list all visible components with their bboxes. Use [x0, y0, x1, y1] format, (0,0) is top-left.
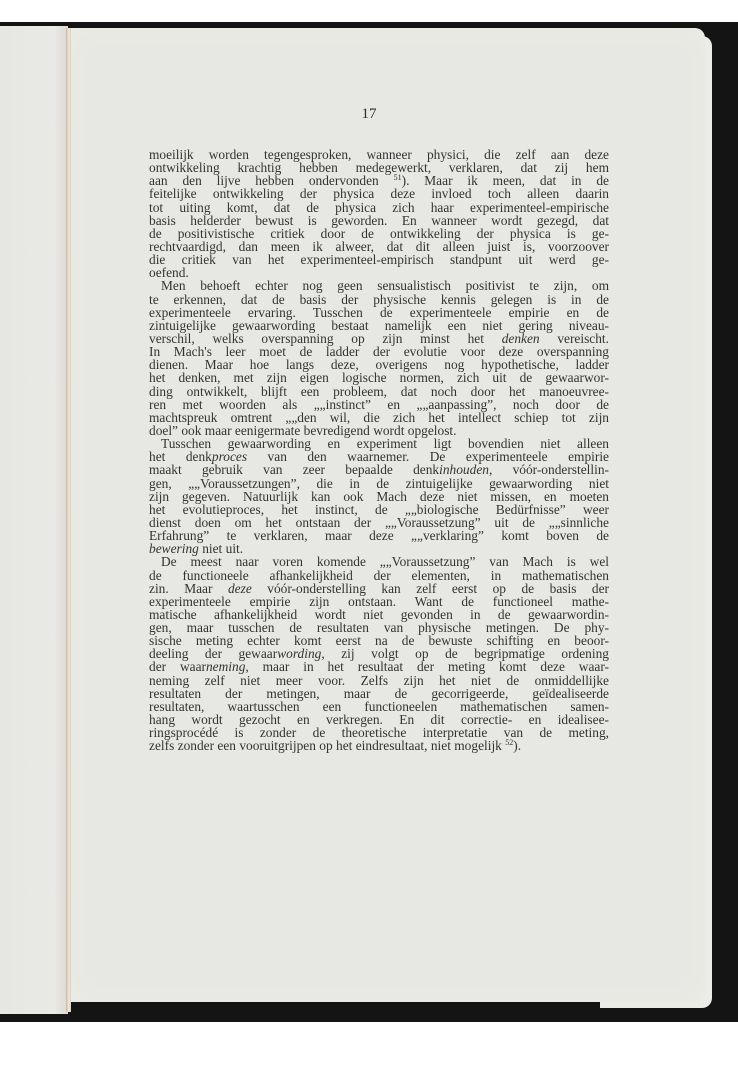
italic-text: inhouden: [439, 462, 489, 478]
text-segment: hang wordt gezocht en verkregen. En dit correctie- en idealisee-: [149, 712, 609, 728]
text-line: [149, 253, 609, 266]
text-segment: experimenteele empirie zijn ontstaan. Want de functioneel mathe-: [149, 593, 609, 609]
italic-text: deze: [227, 580, 252, 596]
text-segment: matische afhankelijkheid wordt niet gevonden in de gewaarwordin-: [149, 606, 609, 622]
text-segment: Erfahrung” te verklaren, maar deze „„verklaring” komt boven de: [149, 528, 609, 544]
text-segment: neming zelf niet meer voor. Zelfs zijn het niet de onmiddellijke: [149, 672, 609, 688]
text-segment: zintuigelijke gewaarwording bestaat namelijk een niet gering niveau-: [149, 317, 609, 333]
paragraph: [149, 279, 609, 437]
text-line: [149, 739, 609, 752]
italic-text: proces: [211, 449, 248, 465]
text-segment: te erkennen, dat de basis der physische kennis gelegen is in de: [149, 291, 609, 307]
text-segment: moeilijk worden tegengesproken, wanneer physici, die zelf aan deze: [149, 147, 609, 162]
book-gutter: [66, 28, 71, 1012]
text-segment: machtspreuk omtrent „„den wil, die zich het intellect schiep tot zijn: [149, 409, 609, 425]
italic-text: bewering: [149, 541, 199, 557]
text-segment: het denk: [149, 449, 212, 465]
text-segment: doel” ook maar eenigermate bevredigend wordt opgelost.: [149, 422, 457, 438]
text-segment: dienst doen om het ontstaan der „„Voraussetzung” uit de „„sinnliche: [149, 514, 609, 530]
paragraph: [149, 148, 609, 279]
text-segment: Tusschen gewaarwording en experiment ligt bovendien niet alleen: [161, 436, 609, 452]
text-segment: niet uit.: [198, 541, 244, 557]
italic-text: wording: [277, 646, 322, 662]
text-segment: vereischt.: [539, 330, 609, 346]
text-segment: maakt gebruik van zeer bepaalde denk: [149, 462, 440, 478]
text-segment: ).: [513, 738, 522, 754]
text-segment: , vóór-onderstellin-: [488, 462, 609, 478]
text-segment: feitelijke ontwikkeling der physica deze invloed toch alleen daarin: [149, 186, 609, 202]
text-segment: de functioneele afhankelijkheid der elementen, in mathematischen: [149, 567, 609, 583]
text-segment: vóór-onderstelling kan zelf eerst op de basis der: [251, 580, 609, 596]
italic-text: neming: [205, 659, 246, 675]
italic-text: denken: [501, 330, 540, 346]
text-segment: resultaten, waartusschen een functioneelen mathematischen samen-: [149, 698, 609, 714]
text-segment: dienen. Maar hoe langs deze, overigens nog hypothetische, ladder: [149, 357, 609, 373]
text-segment: het evolutieproces, het instinct, de „„biologische Bedürfnisse” weer: [149, 501, 609, 517]
facing-page-edge: [0, 26, 68, 1014]
text-segment: ontwikkeling krachtig hebben medegewerkt, verklaren, dat zij hem: [149, 160, 609, 176]
text-segment: ren met woorden als „„instinct” en „„aanpassing”, noch door de: [149, 396, 609, 412]
paragraph: [149, 437, 609, 555]
text-segment: , maar in het resultaat der meting komt deze waar-: [245, 659, 609, 675]
text-segment: verschil, welks overspanning op zijn minst het: [149, 330, 502, 346]
paragraph: [149, 555, 609, 752]
text-segment: gen, maar tusschen de resultaten van physische metingen. De phy-: [149, 620, 609, 636]
text-segment: De meest naar voren komende „„Voraussetzung” van Mach is wel: [161, 554, 609, 570]
text-segment: deeling der gewaar: [149, 646, 278, 662]
text-segment: resultaten der metingen, maar de gecorrigeerde, geïdealiseerde: [149, 685, 609, 701]
text-segment: experimenteele ervaring. Tusschen de experimenteele empirie en de: [149, 304, 609, 320]
text-segment: tot uiting komt, dat de physica zich haar experimenteel-empirische: [149, 199, 609, 215]
text-segment: gen, „„Voraussetzungen”, die in de zintuigelijke gewaarwording niet: [149, 475, 609, 491]
text-segment: ding ontwikkelt, blijft een probleem, dat noch door het manoeuvree-: [149, 383, 609, 399]
text-segment: In Mach's leer moet de ladder der evolutie voor deze overspanning: [149, 344, 609, 360]
text-segment: ringsprocédé is zonder de theoretische interpretatie van de meting,: [149, 725, 609, 741]
text-segment: rechtvaardigd, dan meen ik alweer, dat dit alleen juist is, voorzoover: [149, 238, 609, 254]
text-segment: zijn gegeven. Natuurlijk kan ook Mach deze niet missen, en moeten: [149, 488, 609, 504]
text-segment: , zij volgt op de begripmatige ordening: [321, 646, 609, 662]
text-segment: basis helderder bewust is geworden. En wanneer wordt gezegd, dat: [149, 212, 609, 228]
text-segment: het denken, met zijn eigen logische normen, zich uit de gewaarwor-: [149, 370, 609, 386]
text-segment: oefend.: [149, 265, 189, 281]
text-segment: zelfs zonder een vooruitgrijpen op het eindresultaat, niet mogelijk: [149, 738, 506, 754]
page-number: 17: [361, 106, 377, 122]
text-segment: aan den lijve hebben ondervonden: [149, 173, 394, 189]
body-text: [149, 148, 609, 752]
text-segment: zin. Maar: [149, 580, 228, 596]
footnote-marker: 51: [393, 173, 402, 183]
text-segment: der waar: [149, 659, 206, 675]
text-segment: ). Maar ik meen, dat in de: [401, 173, 610, 189]
text-segment: die critiek van het experimenteel-empirisch standpunt uit werd ge-: [149, 252, 609, 268]
text-segment: sische meting echter komt eerst na de bewuste schifting en beoor-: [149, 633, 609, 649]
footnote-marker: 52: [505, 738, 514, 748]
text-segment: van den waarnemer. De experimenteele empirie: [247, 449, 609, 465]
text-segment: Men behoeft echter nog geen sensualistisch positivist te zijn, om: [161, 278, 609, 294]
text-segment: de positivistische critiek door de ontwikkeling der physica is ge-: [149, 225, 609, 241]
